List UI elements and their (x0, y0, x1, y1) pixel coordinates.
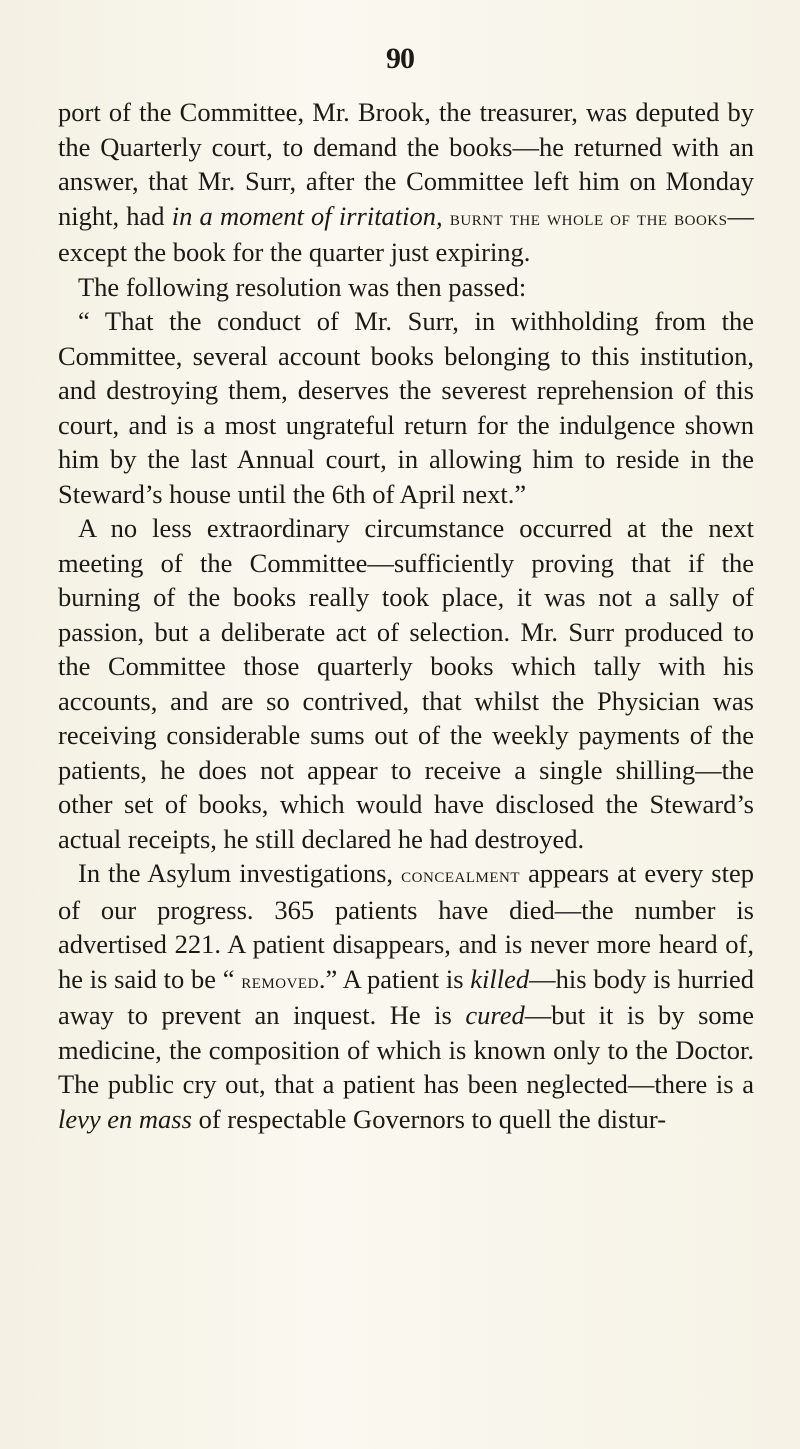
paragraph-3 (58, 304, 754, 511)
text-segment-italic: killed (470, 963, 530, 994)
text-segment: port of the Committee, Mr. Brook, the treasurer, was deputed by the Quarterly court, to demand the books—he returned with an answer, that Mr. Surr, after the Committee left him on Monday night, had (58, 97, 754, 231)
text-segment-smallcaps: concealment (401, 862, 520, 887)
paragraph-5 (58, 856, 754, 1136)
text-segment-italic: levy en mass (58, 1103, 192, 1134)
text-segment-italic: in a moment of irritation, (171, 200, 443, 231)
paragraph-1 (58, 95, 754, 270)
text-segment-italic: cured (465, 1000, 525, 1030)
text-segment: .” A patient is (318, 963, 471, 994)
text-segment: —but it is by some medicine, the composition of which is known only to the Doctor. The public cry out, that a patient has been neglected—there is a (58, 1000, 755, 1099)
text-segment: “ That the conduct of Mr. Surr, in withholding from the Committee, several account books belonging to this institution, and destroying them, deserves the severest reprehension of this court, and is a most ungrateful return for the indulgence shown him by the last Annual court, in allowing him to reside in the Steward’s house until the 6th of April next.” (58, 306, 754, 509)
paragraph-2 (58, 270, 754, 305)
page-number: 90 (386, 42, 414, 75)
text-segment (443, 201, 450, 231)
text-segment: —his body is hurried away to prevent an inquest. He is (58, 963, 755, 1030)
text-segment-smallcaps: burnt the whole of the books (449, 204, 728, 230)
text-segment: appears at every step of our progress. 365 patients have died—the number is advertised 221. A patient disappears, and is never more heard of, he is said to be “ (58, 858, 754, 994)
text-segment: A no less extraordinary circumstance occurred at the next meeting of the Committee—sufficiently proving that if the burning of the books really took place, it was not a sally of passion, but a deliberate act of selection. Mr. Surr produced to the Committee those quarterly books which tally with his accounts, and are so contrived, that whilst the Physician was receiving considerable sums out of the weekly payments of the patients, he does not appear to receive a single shilling—the other set of books, which would have disclosed the Steward’s actual receipts, he still declared he had destroyed. (58, 513, 754, 854)
text-segment: In the Asylum investigations, (78, 858, 402, 888)
paragraph-4 (58, 511, 754, 856)
body-text (58, 95, 754, 1136)
text-segment: of respectable Governors to quell the distur- (191, 1103, 667, 1134)
text-segment-smallcaps: removed (241, 967, 319, 993)
text-segment: —except the book for the quarter just expiring. (58, 200, 754, 267)
text-segment: The following resolution was then passed: (78, 271, 527, 302)
